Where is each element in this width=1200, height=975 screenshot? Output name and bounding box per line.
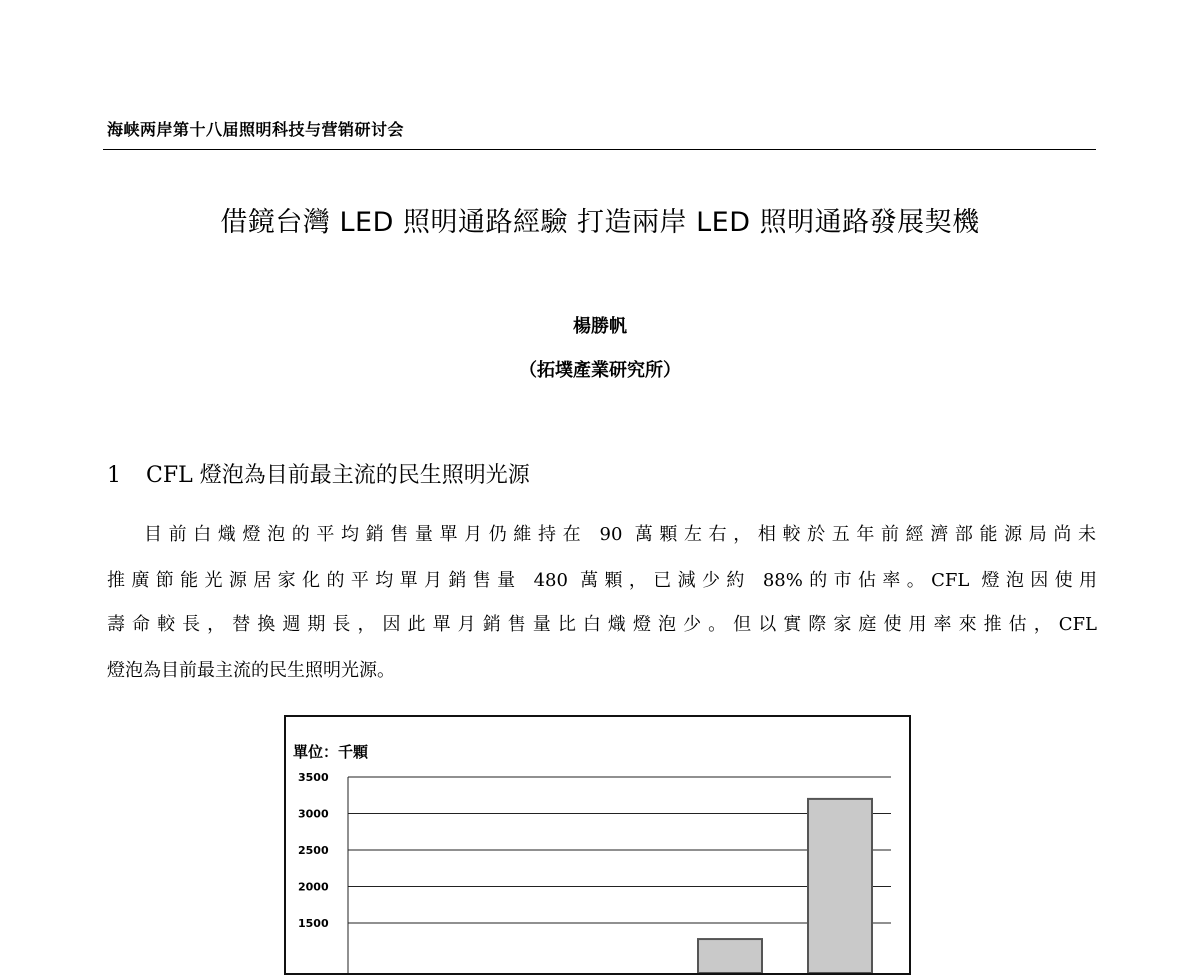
paper-title: 借鏡台灣 LED 照明通路經驗 打造兩岸 LED 照明通路發展契機	[220, 207, 980, 238]
conference-header: 海峡两岸第十八届照明科技与营销研讨会	[107, 120, 405, 139]
paper-affiliation: （拓墣產業研究所）	[519, 360, 681, 381]
y-tick-label: 3500	[298, 771, 329, 784]
paper-author: 楊勝帆	[573, 316, 627, 337]
y-tick-label: 3000	[298, 807, 329, 821]
y-tick-label: 2000	[298, 880, 329, 894]
section-heading-text: CFL 燈泡為目前最主流的民生照明光源	[146, 463, 530, 488]
paragraph-line-4: 燈泡為目前最主流的民生照明光源。	[107, 660, 395, 681]
paragraph-line-1: 目前白熾燈泡的平均銷售量單月仍維持在 90 萬顆左右，相較於五年前經濟部能源局尚未	[144, 524, 1096, 545]
sales-chart	[284, 715, 911, 975]
section-number: 1	[107, 463, 121, 488]
y-tick-label: 1500	[298, 917, 329, 930]
chart-plot	[286, 717, 909, 973]
paragraph-line-2: 推廣節能光源居家化的平均單月銷售量 480 萬顆，已減少約 88%的市佔率。CFL 燈泡因使用	[107, 570, 1097, 591]
bar-2	[808, 799, 872, 973]
paragraph-line-3: 壽命較長，替換週期長，因此單月銷售量比白熾燈泡少。但以實際家庭使用率來推估，CFL	[107, 614, 1097, 635]
bar-1	[698, 939, 762, 973]
header-rule	[103, 149, 1096, 150]
y-tick-label: 2500	[298, 844, 329, 857]
chart-unit-label: 單位：千顆	[293, 743, 369, 761]
section-heading	[107, 458, 530, 489]
